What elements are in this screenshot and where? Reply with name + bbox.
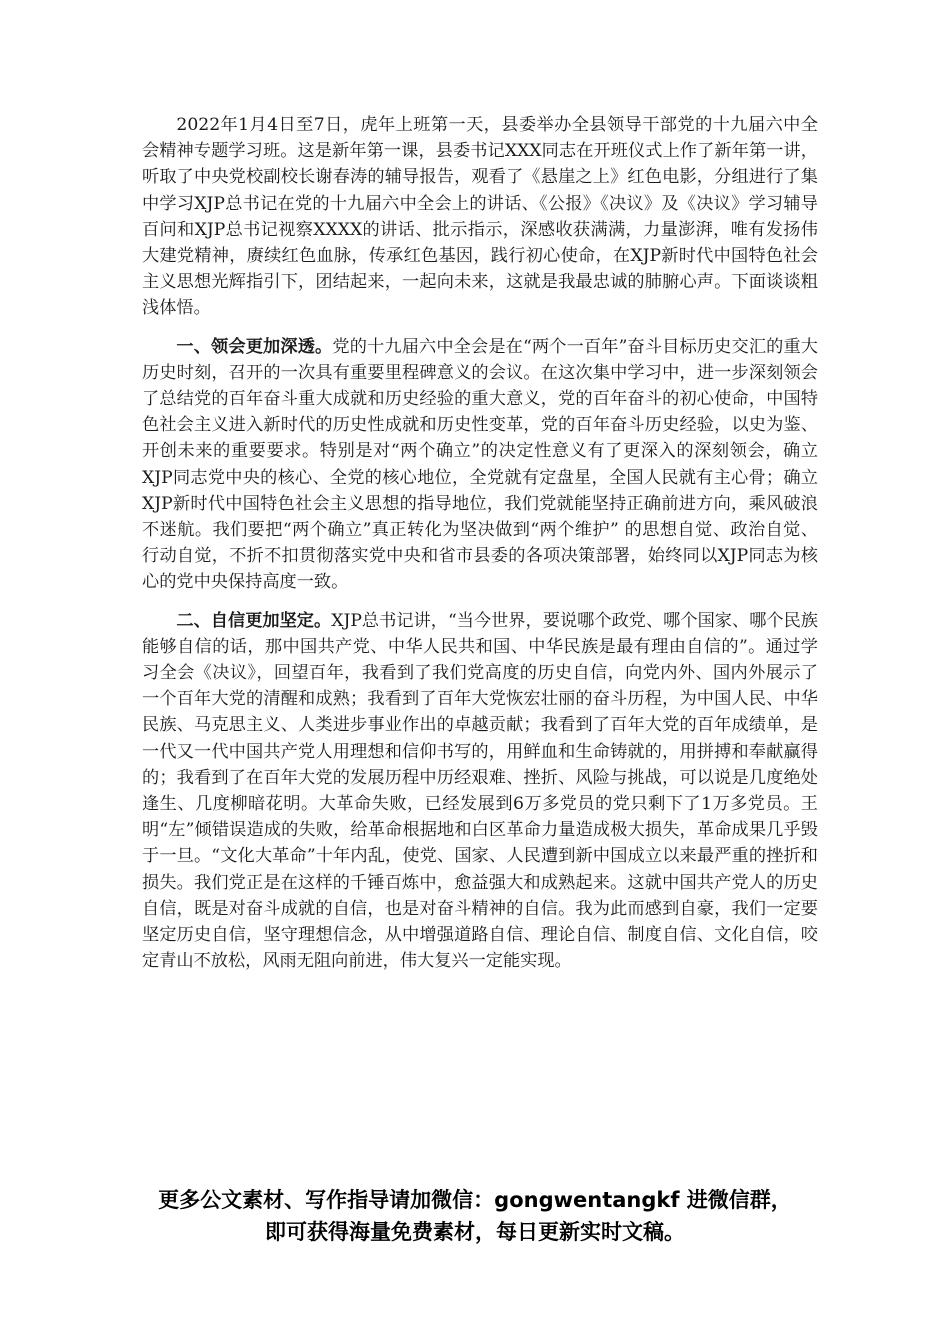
section-one-heading: 一、领会更加深透。 xyxy=(176,336,333,357)
footer-promo xyxy=(100,1184,850,1248)
section-two-paragraph xyxy=(142,608,818,975)
article-body xyxy=(142,112,818,987)
section-two-text: XJP总书记讲，“当今世界，要说哪个政党、哪个国家、哪个民族能够自信的话，那中国共产党、中华人民共和国、中华民族是最有理由自信的”。通过学习全会《决议》，回望百年，我看到了我们党高度的历史自信，向党内外、国内外展示了一个百年大党的清醒和成熟；我看到了百年大党恢宏壮丽的奋斗历程，为中国人民、中华民族、马克思主义、人类进步事业作出的卓越贡献；我看到了百年大党的百年成绩单，是一代又一代中国共产党人用理想和信仰书写的，用鲜血和生命铸就的，用拼搏和奉献赢得的；我看到了在百年大党的发展历程中历经艰难、挫折、风险与挑战，可以说是几度绝处逢生、几度柳暗花明。大革命失败，已经发展到6万多党员的党只剩下了1万多党员。王明“左”倾错误造成的失败，给革命根据地和白区革命力量造成极大损失，革命成果几乎毁于一旦。“文化大革命”十年内乱，使党、国家、人民遭到新中国成立以来最严重的挫折和损失。我们党正是在这样的千锤百炼中，愈益强大和成熟起来。这就中国共产党人的历史自信，既是对奋斗成就的自信，也是对奋斗精神的自信。我为此而感到自豪，我们一定要坚定历史自信，坚守理想信念，从中增强道路自信、理论自信、制度自信、文化自信，咬定青山不放松，风雨无阻向前进，伟大复兴一定能实现。 xyxy=(142,610,818,972)
footer-promo-line-1: 更多公文素材、写作指导请加微信：gongwentangkf 进微信群， xyxy=(158,1188,792,1212)
intro-paragraph xyxy=(142,112,818,322)
section-one-paragraph xyxy=(142,334,818,596)
section-two-heading: 二、自信更加坚定。 xyxy=(176,610,332,631)
intro-paragraph-text: 2022年1月4日至7日，虎年上班第一天，县委举办全县领导干部党的十九届六中全会精神专题学习班。这是新年第一课，县委书记XXX同志在开班仪式上作了新年第一讲，听取了中央党校副校长谢春涛的辅导报告，观看了《悬崖之上》红色电影，分组进行了集中学习XJP总书记在党的十九届六中全会上的讲话、《公报》《决议》及《决议》学习辅导百问和XJP总书记视察XXXX的讲话、批示指示，深感收获满满，力量澎湃，唯有发扬伟大建党精神，赓续红色血脉，传承红色基因，践行初心使命，在XJP新时代中国特色社会主义思想光辉指引下，团结起来，一起向未来，这就是我最忠诚的肺腑心声。下面谈谈粗浅体悟。 xyxy=(142,115,818,319)
section-one-text: 党的十九届六中全会是在“两个一百年”奋斗目标历史交汇的重大历史时刻，召开的一次具有重要里程碑意义的会议。在这次集中学习中，进一步深刻领会了总结党的百年奋斗重大成就和历史经验的重大意义，党的百年奋斗的初心使命，中国特色社会主义进入新时代的历史性成就和历史性变革，党的百年奋斗历史经验，以史为鉴、开创未来的重要要求。特别是对“两个确立”的决定性意义有了更深入的深刻领会，确立XJP同志党中央的核心、全党的核心地位，全党就有定盘星，全国人民就有主心骨；确立XJP新时代中国特色社会主义思想的指导地位，我们党就能坚持正确前进方向，乘风破浪不迷航。我们要把“两个确立”真正转化为坚决做到“两个维护” 的思想自觉、政治自觉、行动自觉，不折不扣贯彻落实党中央和省市县委的各项决策部署，始终同以XJP同志为核心的党中央保持高度一致。 xyxy=(142,336,818,593)
footer-promo-line-2: 即可获得海量免费素材，每日更新实时文稿。 xyxy=(265,1220,685,1244)
